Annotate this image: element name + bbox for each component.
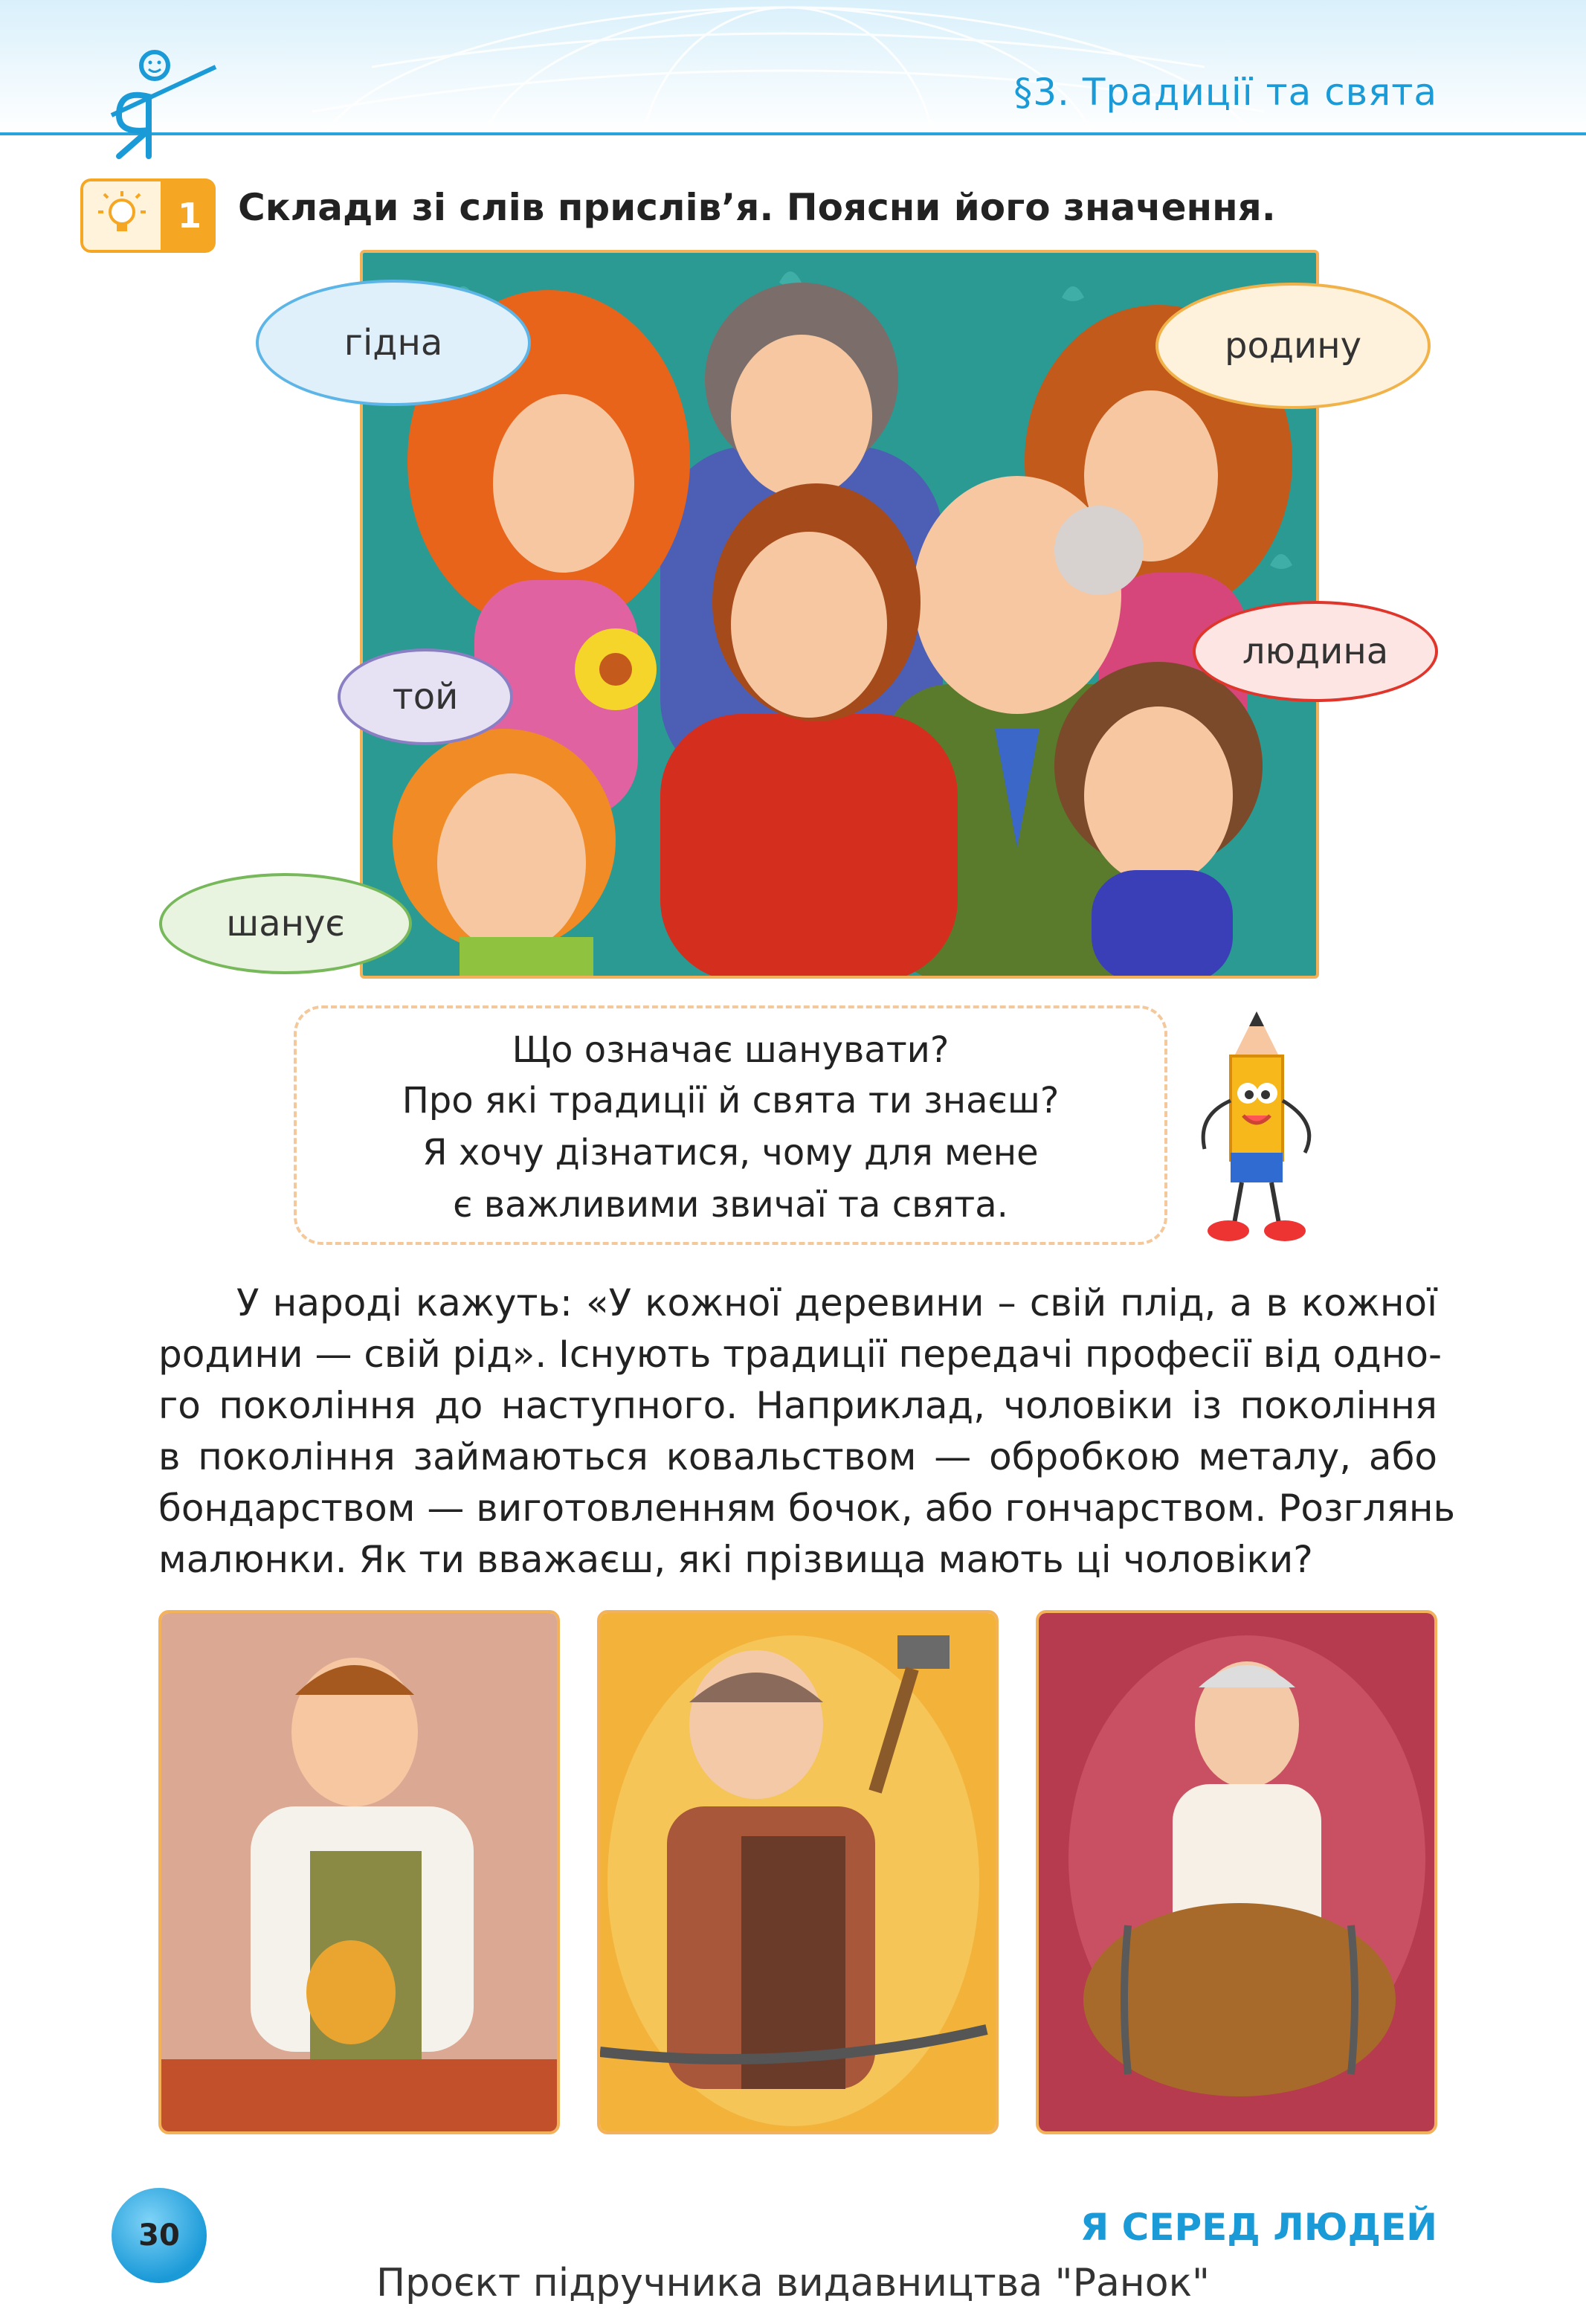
speech-line: Про які традиції й свята ти знаєш? [402,1080,1060,1121]
word-label: родину [1224,325,1361,367]
cooper-illustration [1036,1610,1437,2134]
task-badge [80,178,216,253]
blacksmith-illustration [597,1610,999,2134]
page-number: 30 [112,2188,207,2283]
potter-illustration [158,1610,560,2134]
word-bubble-toy-outer [338,648,513,745]
header-rule [0,132,1586,135]
speech-line: Я хочу дізнатися, чому для мене [422,1132,1039,1174]
paragraph-line: родини — свій рід». Існують традиції передачі професії від одно- [158,1333,1442,1376]
task-instruction: Склади зі слів прислів’я. Поясни його значення. [238,186,1276,229]
word-bubble-shanuye-outer [159,873,412,974]
footer-note: Проєкт підручника видавництва "Ранок" [376,2261,1210,2305]
word-bubble-gidna-outer [256,280,531,406]
pencil-mascot-icon [1182,1004,1331,1249]
word-bubble-lyudyna-outer [1193,601,1438,702]
section-name: Я СЕРЕД ЛЮДЕЙ [1080,2206,1437,2249]
lightbulb-icon [80,178,164,253]
word-label: гідна [344,322,443,364]
word-bubble-rodynu-outer [1155,283,1431,409]
word-label: шанує [226,903,345,944]
paragraph-line: малюнки. Як ти вважаєш, які прізвища мають ці чоловіки? [158,1538,1313,1581]
word-label: той [392,676,459,718]
speech-line: Що означає шанувати? [512,1029,950,1071]
paragraph-line: го покоління до наступного. Наприклад, чоловіки із покоління [158,1384,1437,1427]
paragraph-line: У народі кажуть: «У кожної деревини – свій плід, а в кожної [236,1281,1437,1324]
section-header-title: §3. Традиції та свята [1013,71,1437,114]
speech-line: є важливими звичаї та свята. [453,1184,1008,1226]
word-label: людина [1242,631,1389,672]
task-number: 1 [164,178,216,253]
paragraph-line: в покоління займаються ковальством — обробкою металу, або [158,1435,1437,1478]
paragraph-line: бондарством — виготовленням бочок, або гончарством. Розглянь [158,1487,1455,1530]
ya-logo-icon [97,45,223,164]
